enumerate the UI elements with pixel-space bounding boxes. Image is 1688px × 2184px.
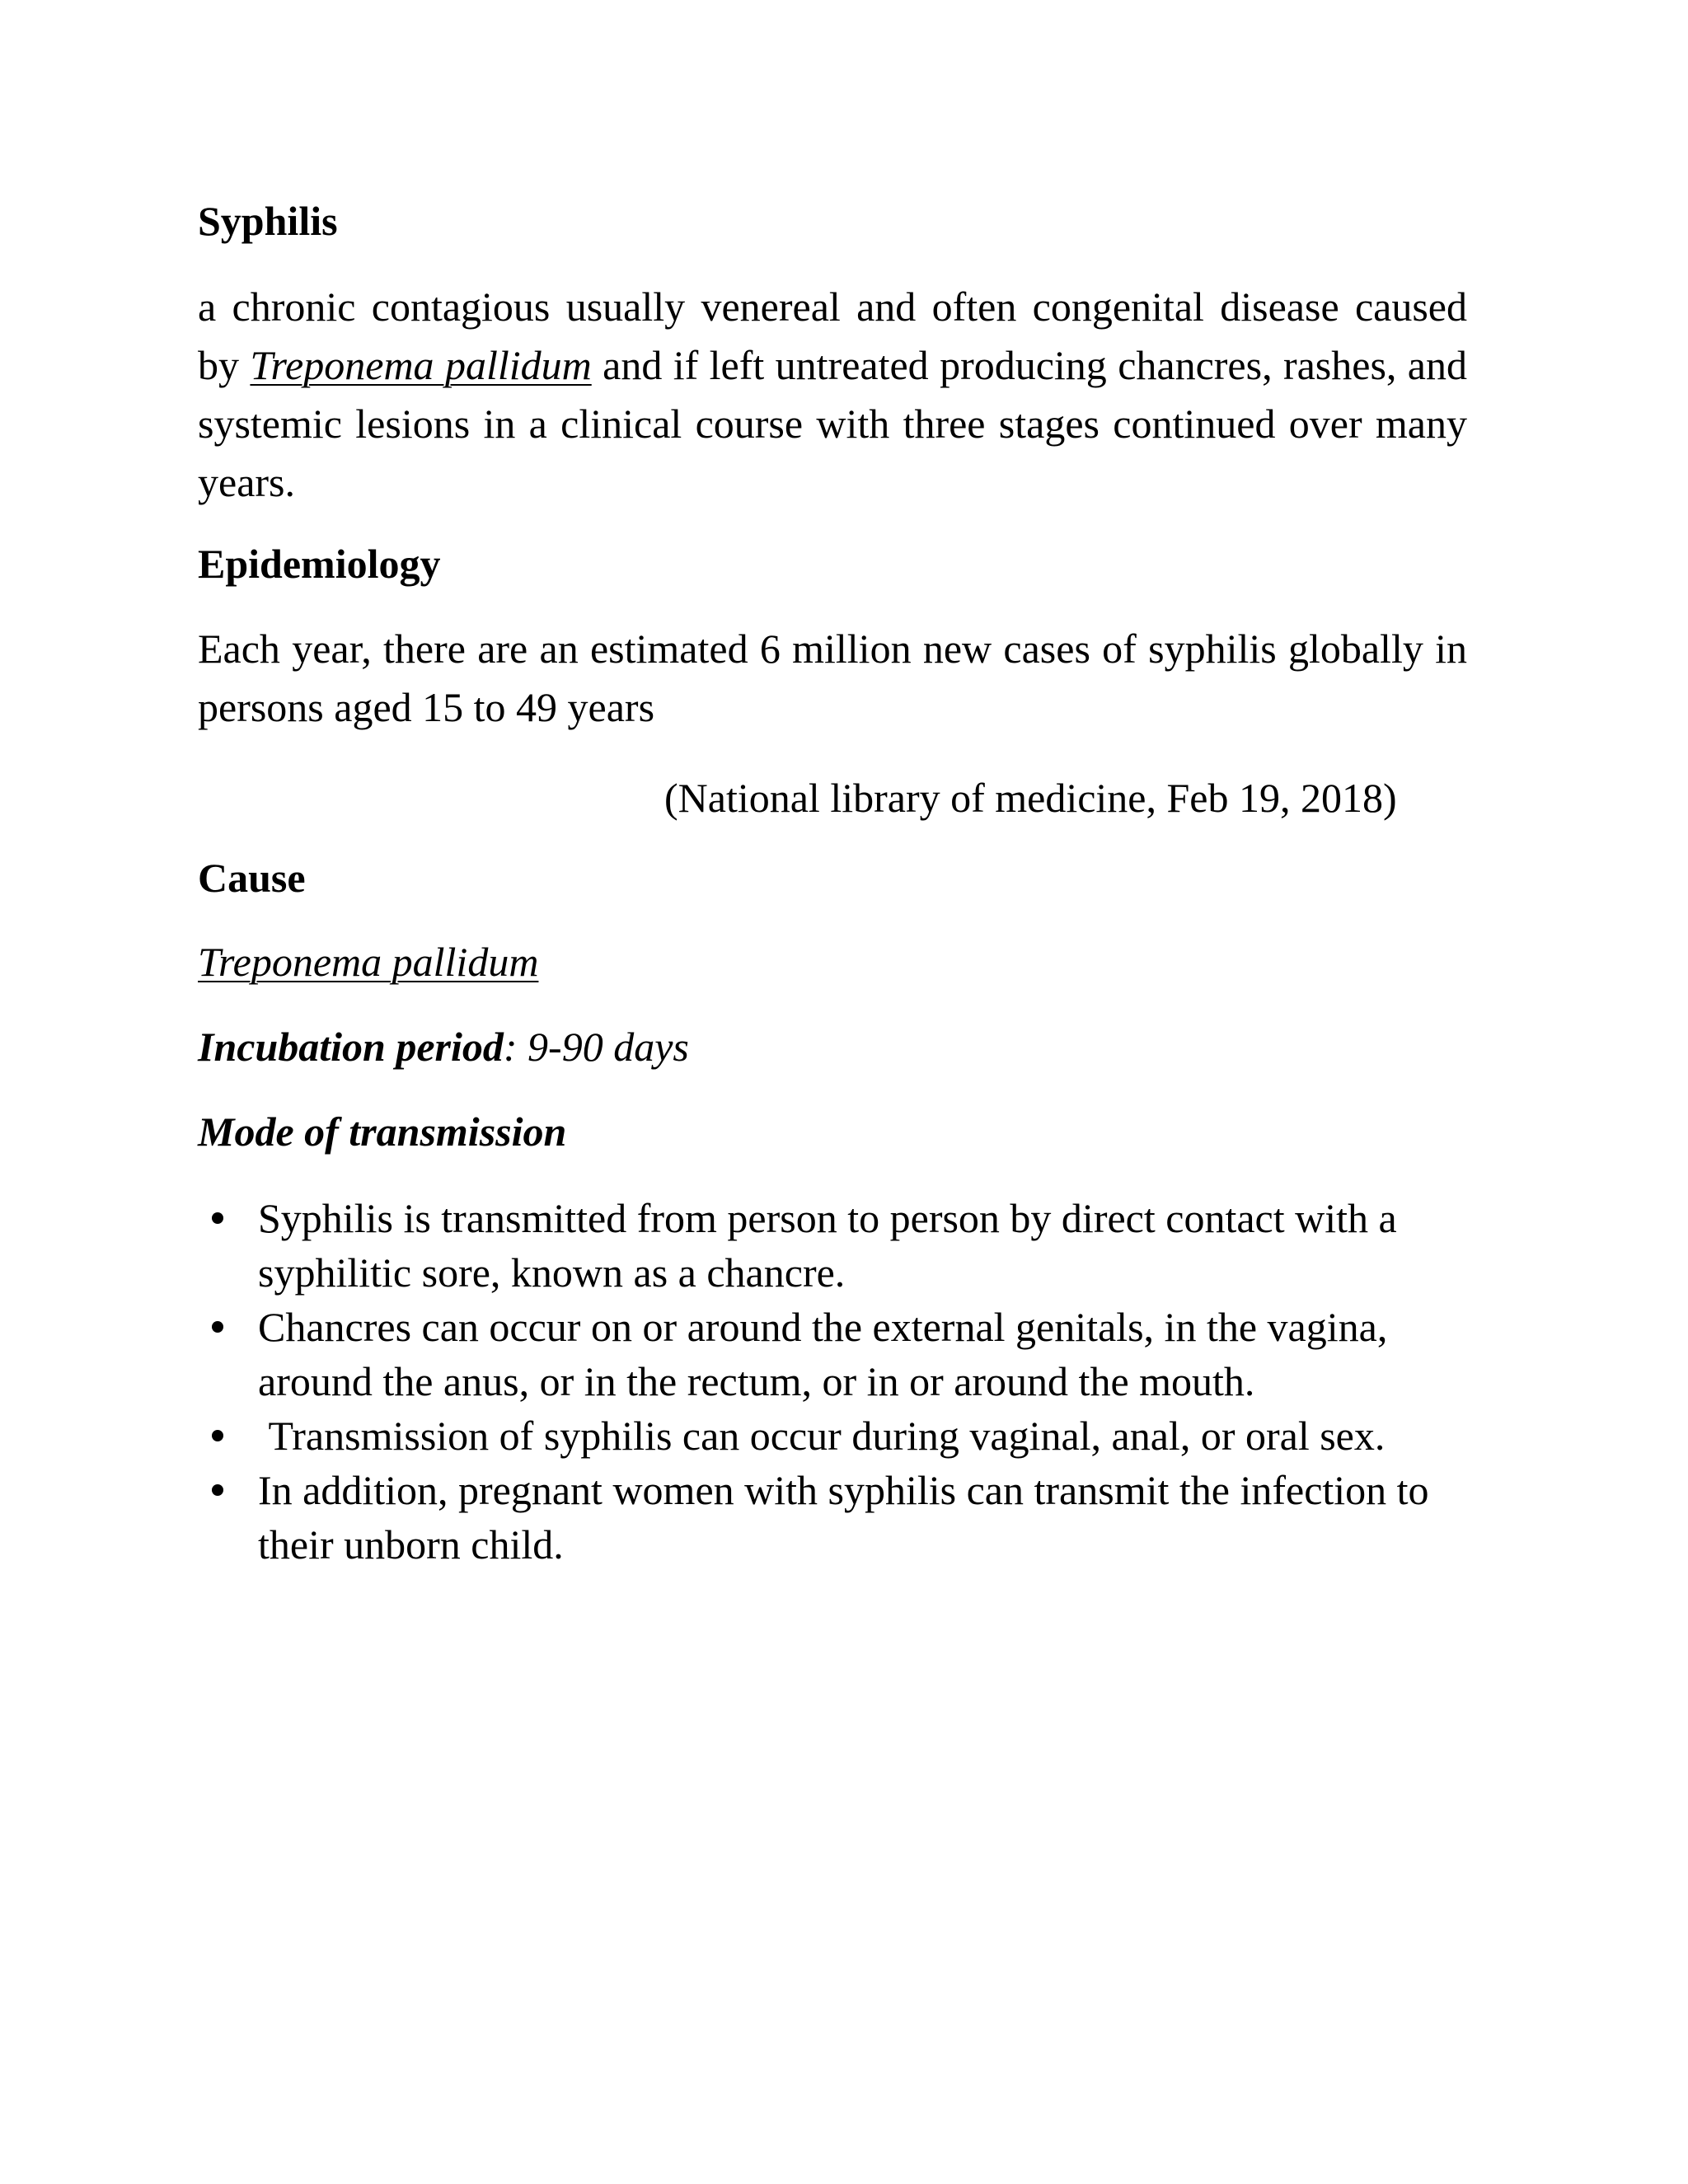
incubation-period	[198, 1022, 689, 1071]
definition-suffix: and if left untreated producing chancres, rashes, and systemic lesions in a clinical course with three stages continued over many years.	[198, 342, 1467, 505]
incubation-label: Incubation period	[198, 1024, 504, 1070]
document-page	[198, 0, 1467, 2184]
cause-organism: Treponema pallidum	[198, 939, 539, 985]
cause-heading: Cause	[198, 855, 306, 901]
transmission-list	[198, 1191, 1467, 1572]
page-title: Syphilis	[198, 198, 338, 244]
epidemiology-citation: (National library of medicine, Feb 19, 2018)	[664, 775, 1397, 821]
bullet-icon	[212, 1321, 223, 1333]
transmission-heading: Mode of transmission	[198, 1108, 567, 1155]
bullet-icon	[212, 1212, 223, 1224]
list-item: Syphilis is transmitted from person to person by direct contact with a syphilitic sore, known as a chancre.	[198, 1191, 1467, 1300]
incubation-value: : 9-90 days	[503, 1024, 689, 1070]
list-item: In addition, pregnant women with syphilis can transmit the infection to their unborn child.	[198, 1463, 1467, 1572]
epidemiology-paragraph: Each year, there are an estimated 6 million new cases of syphilis globally in persons aged 15 to 49 years	[198, 626, 1467, 730]
epidemiology-heading: Epidemiology	[198, 541, 441, 587]
bullet-icon	[212, 1430, 223, 1441]
definition-organism: Treponema pallidum	[250, 342, 592, 388]
list-item: Chancres can occur on or around the external genitals, in the vagina, around the anus, or in the rectum, or in or around the mouth.	[198, 1300, 1467, 1408]
bullet-icon	[212, 1484, 223, 1496]
list-item: Transmission of syphilis can occur during vaginal, anal, or oral sex.	[198, 1408, 1467, 1463]
definition-prefix: a chronic contagious usually venereal and often congenital disease caused by	[198, 284, 1467, 388]
definition-paragraph	[198, 278, 1467, 512]
